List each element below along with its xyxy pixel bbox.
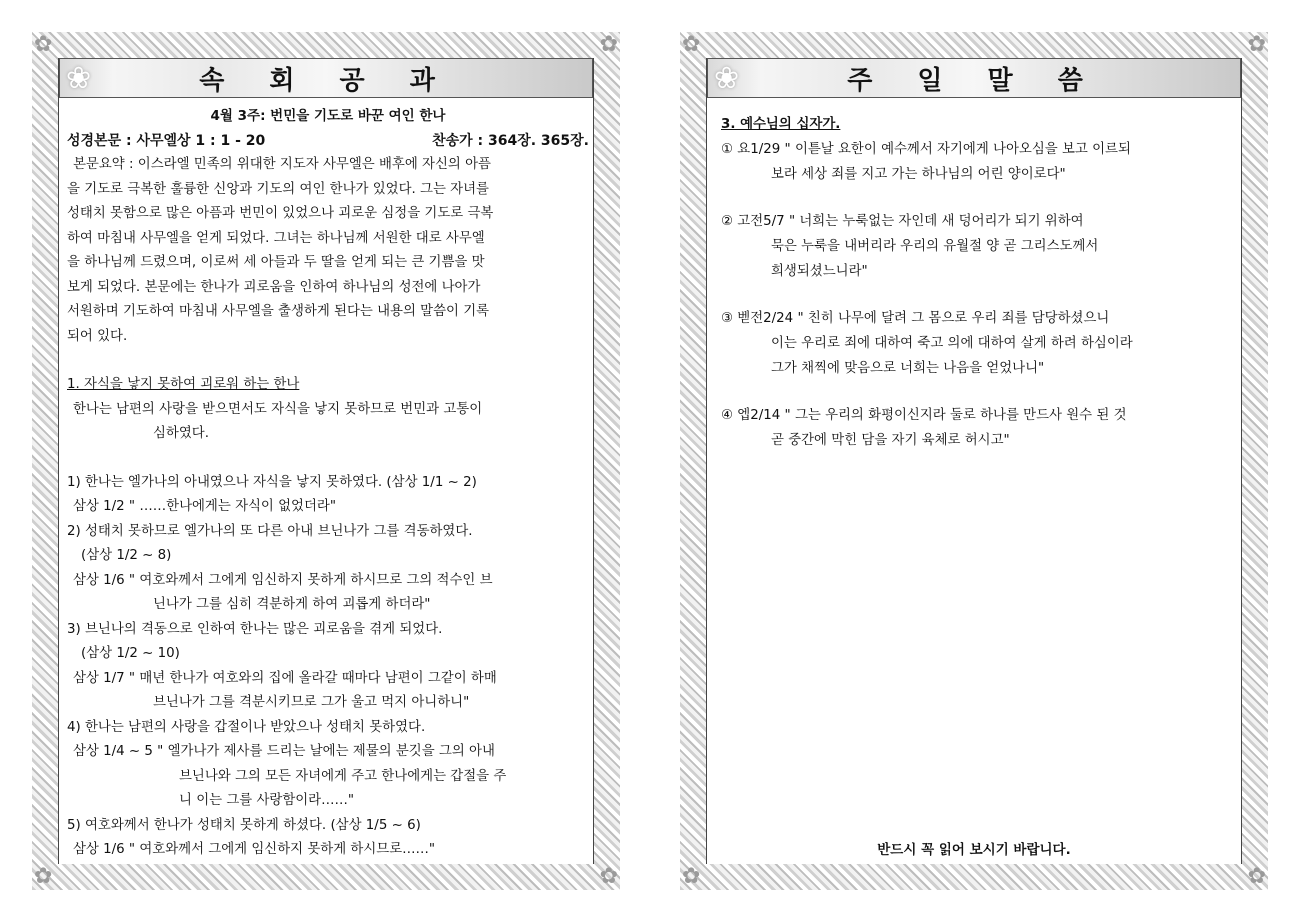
summary-line: 을 기도로 극복한 훌륭한 신앙과 기도의 여인 한나가 있었다. 그는 자녀를 [67, 181, 489, 197]
point-item: (삼상 1/2 ~ 10) [81, 646, 180, 661]
summary-line: 을 하나님께 드렸으며, 이로써 세 아들과 두 딸을 얻게 되는 큰 기쁨을 맛 [67, 255, 485, 270]
verse-line: ③ 벧전2/24 " 친히 나무에 달려 그 몸으로 우리 죄를 담당하셨으니 [721, 311, 1110, 326]
right-page [680, 32, 1268, 890]
point-reference: 브닌나와 그의 모든 자녀에게 주고 한나에게는 갑절을 주 [179, 768, 507, 784]
scripture-reference: 성경본문 : 사무엘상 1 : 1 - 20 [67, 132, 266, 149]
verse-line: 묵은 누룩을 내버리라 우리의 유월절 양 곧 그리스도께서 [771, 239, 1099, 254]
point-item: 4) 한나는 남편의 사랑을 갑절이나 받았으나 성태치 못하였다. [67, 719, 426, 735]
section-body: 한나는 남편의 사랑을 받으면서도 자식을 낳지 못하므로 번민과 고통이 [73, 401, 483, 417]
flower-decoration-icon: ❀ [66, 61, 92, 96]
left-page-body [58, 58, 594, 864]
verse-line: 희생되셨느니라" [771, 264, 868, 279]
verse-line: 보라 세상 죄를 지고 가는 하나님의 어린 양이로다" [771, 167, 1066, 182]
right-banner-title: 주 일 말 씀 [847, 65, 1101, 96]
summary-line: 보게 되었다. 본문에는 한나가 괴로움을 인하여 하나님의 성전에 나아가 [67, 279, 481, 295]
left-banner-title: 속 회 공 과 [199, 65, 453, 96]
point-reference: 닌나가 그를 심히 격분하게 하여 괴롭게 하더라" [153, 597, 431, 612]
right-content [707, 98, 1241, 453]
summary-line: 서원하며 기도하여 마침내 사무엘을 출생하게 된다는 내용의 말씀이 기록 [67, 304, 490, 319]
flower-ornament-icon: ✿ [34, 864, 53, 889]
footer-note: 반드시 꼭 읽어 보시기 바랍니다. [877, 842, 1071, 858]
scripture-hymn-row [67, 129, 589, 154]
summary-line: 성태치 못함으로 많은 아픔과 번민이 있었으나 괴로운 심정을 기도로 극복 [67, 206, 494, 221]
section-heading: 3. 예수님의 십자가. [721, 117, 841, 132]
flower-ornament-icon: ✿ [34, 32, 53, 57]
left-page [32, 32, 620, 890]
summary-line: 하여 마침내 사무엘을 얻게 되었다. 그녀는 하나님께 서원한 대로 사무엘 [67, 230, 485, 246]
verse-line: 그가 채찍에 맞음으로 너희는 나음을 얻었나니" [771, 361, 1045, 376]
section-body: 심하였다. [153, 426, 209, 441]
verse-line: ④ 엡2/14 " 그는 우리의 화평이신지라 둘로 하나를 만드사 원수 된 것 [721, 408, 1127, 423]
flower-ornament-icon: ✿ [599, 864, 618, 889]
flower-ornament-icon: ✿ [682, 864, 701, 889]
point-item: 2) 성태치 못하므로 엘가나의 또 다른 아내 브닌나가 그를 격동하였다. [67, 523, 473, 539]
right-banner [707, 58, 1241, 98]
verse-line: ① 요1/29 " 이튿날 요한이 예수께서 자기에게 나아오심을 보고 이르되 [721, 142, 1131, 157]
point-reference: 삼상 1/7 " 매년 한나가 여호와의 집에 올라갈 때마다 남편이 그같이 하매 [73, 670, 497, 686]
verse-line: 곧 중간에 막힌 담을 자기 육체로 허시고" [771, 433, 1010, 448]
right-page-body [706, 58, 1242, 864]
point-reference: 브닌나가 그를 격분시키므로 그가 울고 먹지 아니하니" [153, 695, 470, 710]
point-reference: 삼상 1/4 ~ 5 " 엘가나가 제사를 드리는 날에는 제물의 분깃을 그의 아내 [73, 744, 495, 759]
flower-decoration-icon: ❀ [714, 61, 740, 96]
point-item: (삼상 1/2 ~ 8) [81, 548, 172, 563]
point-reference: 니 이는 그를 사랑함이라……" [179, 793, 355, 808]
point-item: 5) 여호와께서 한나가 성태치 못하게 하셨다. (삼상 1/5 ~ 6) [67, 817, 421, 833]
verse-line: 이는 우리로 죄에 대하여 죽고 의에 대하여 살게 하려 하심이라 [771, 336, 1133, 351]
flower-ornament-icon: ✿ [1247, 864, 1266, 889]
point-item: 3) 브닌나의 격동으로 인하여 한나는 많은 괴로움을 겪게 되었다. [67, 621, 443, 637]
hymn-numbers: 찬송가 : 364장. 365장. [432, 132, 589, 149]
left-content [59, 98, 593, 863]
verse-line: ② 고전5/7 " 너희는 누룩없는 자인데 새 덩어리가 되기 위하여 [721, 214, 1084, 229]
lesson-title: 4월 3주: 번민을 기도로 바꾼 여인 한나 [210, 108, 446, 124]
section-heading: 1. 자식을 낳지 못하여 괴로워 하는 한나 [67, 377, 300, 392]
left-banner [59, 58, 593, 98]
point-reference: 삼상 1/6 " 여호와께서 그에게 임신하지 못하게 하시므로 그의 적수인 브 [73, 572, 493, 588]
point-reference: 삼상 1/6 " 여호와께서 그에게 임신하지 못하게 하시므로……" [73, 842, 436, 857]
flower-ornament-icon: ✿ [682, 32, 701, 57]
flower-ornament-icon: ✿ [599, 32, 618, 57]
flower-ornament-icon: ✿ [1247, 32, 1266, 57]
summary-line: 되어 있다. [67, 328, 128, 344]
summary-line: 본문요약 : 이스라엘 민족의 위대한 지도자 사무엘은 배후에 자신의 아픔 [73, 157, 491, 172]
point-reference: 삼상 1/2 " ……한나에게는 자식이 없었더라" [73, 499, 337, 514]
point-item: 1) 한나는 엘가나의 아내였으나 자식을 낳지 못하였다. (삼상 1/1 ~ 2) [67, 474, 477, 490]
